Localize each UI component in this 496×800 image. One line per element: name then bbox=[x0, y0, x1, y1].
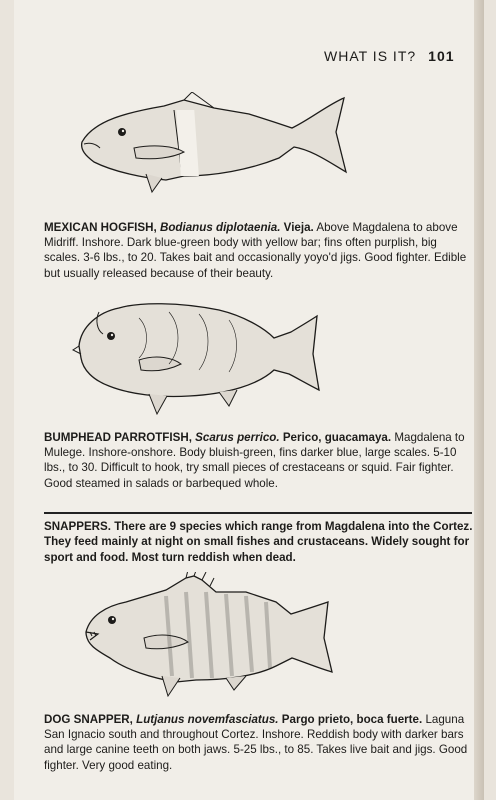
page-edge bbox=[474, 0, 484, 800]
parrotfish-common: Perico, guacamaya. bbox=[282, 431, 392, 444]
dog-snapper-entry bbox=[44, 712, 474, 773]
parrotfish-entry bbox=[44, 430, 474, 491]
hogfish-description: Above Magdalena to above Midriff. Inshore. Dark blue-green body with yellow bar; fins often purplish, big scales. 3-6 lbs., to 20. Takes bait and occasionally yoyo'd jigs. Good fighter. Edible but usually released because of their beauty. bbox=[44, 221, 467, 280]
page-header bbox=[324, 48, 455, 64]
section-divider bbox=[44, 512, 472, 514]
page-number: 101 bbox=[428, 48, 455, 64]
parrotfish-name: BUMPHEAD PARROTFISH, bbox=[44, 431, 192, 444]
snappers-note: SNAPPERS. There are 9 species which range from Magdalena into the Cortez. They feed mainly at night on small fishes and crustaceans. Widely sought for sport and food. Most turn reddish when dead. bbox=[44, 520, 473, 564]
parrotfish-description: Magdalena to Mulege. Inshore-onshore. Body bluish-green, fins darker blue, large scales. 5-10 lbs., to 30. Difficult to hook, try small pieces of crestaceans or squid. Fair fighter. Good steamed in salads or barbequed whole. bbox=[44, 431, 465, 490]
dog-snapper-illustration bbox=[76, 572, 346, 700]
hogfish-scientific: Bodianus diplotaenia. bbox=[159, 221, 281, 234]
dog-snapper-name: DOG SNAPPER, bbox=[44, 713, 133, 726]
dog-snapper-common: Pargo prieto, boca fuerte. bbox=[281, 713, 423, 726]
parrotfish-illustration bbox=[69, 298, 329, 418]
dog-snapper-scientific: Lutjanus novemfasciatus. bbox=[136, 713, 279, 726]
running-title: WHAT IS IT? bbox=[324, 48, 417, 64]
hogfish-illustration bbox=[74, 92, 364, 207]
hogfish-name: MEXICAN HOGFISH, bbox=[44, 221, 157, 234]
book-page bbox=[14, 0, 484, 800]
dog-snapper-description: Laguna San Ignacio south and throughout Cortez. Inshore. Reddish body with darker bars and large canine teeth on both jaws. 5-25 lbs., to 85. Takes live bait and jigs. Good fighter. Very good eating. bbox=[44, 713, 468, 772]
parrotfish-scientific: Scarus perrico. bbox=[195, 431, 280, 444]
hogfish-entry bbox=[44, 220, 474, 281]
hogfish-common: Vieja. bbox=[283, 221, 314, 234]
